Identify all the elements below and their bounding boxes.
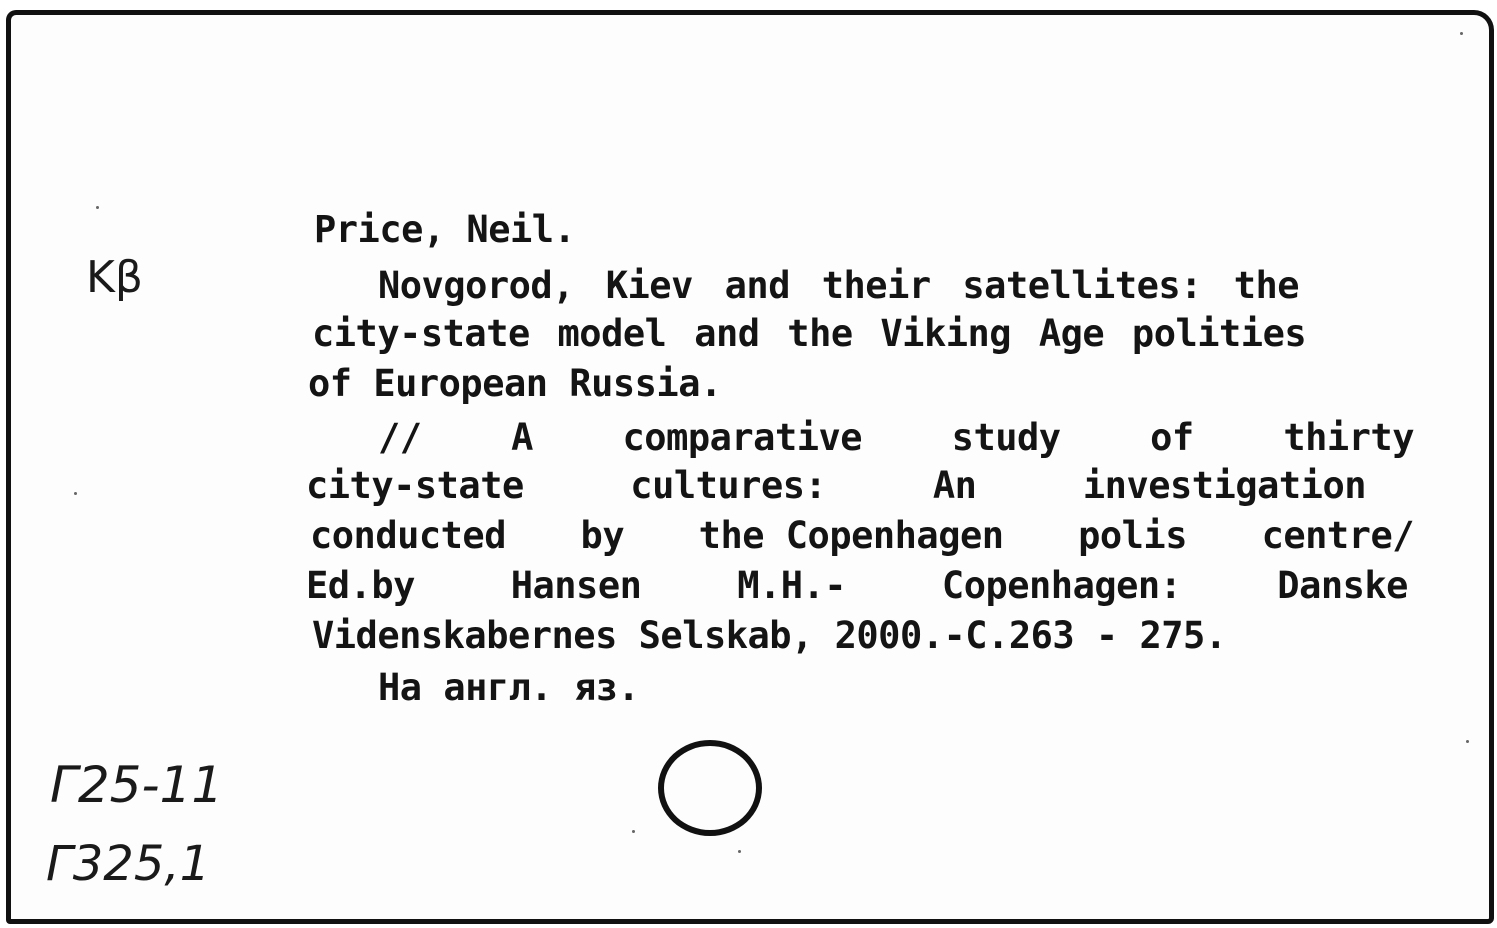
source-line-5: Videnskabernes Selskab, 2000.-C.263 - 275.: [312, 614, 1227, 657]
source-word: investigation: [1082, 464, 1366, 507]
source-word: Danske: [1277, 564, 1408, 607]
source-word: the Copenhagen: [698, 514, 1004, 557]
source-line-3: [310, 512, 1414, 560]
source-word: polis: [1078, 514, 1187, 557]
source-word: An: [932, 464, 977, 507]
source-word: Copenhagen:: [941, 564, 1182, 607]
source-line-4: [306, 562, 1408, 610]
scan-speck: [1460, 32, 1463, 35]
author-heading: Price, Neil.: [314, 208, 576, 251]
scan-speck: [74, 492, 77, 495]
source-line-2: [306, 462, 1366, 510]
source-word: conducted: [310, 514, 506, 557]
source-word: comparative: [622, 416, 863, 459]
source-word: city-state: [306, 464, 524, 507]
call-number-1: Г25-11: [50, 756, 224, 814]
source-word: study: [951, 416, 1061, 459]
source-word: cultures:: [630, 464, 827, 507]
shelf-mark: Kβ: [86, 252, 143, 303]
title-line-1: Novgorod, Kiev and their satellites: the: [378, 264, 1300, 307]
source-word: by: [580, 514, 625, 557]
scan-speck: [96, 206, 99, 209]
scan-speck: [1466, 740, 1469, 743]
source-word: Ed.by: [306, 564, 415, 607]
scan-speck: [738, 850, 741, 853]
scan-speck: [632, 830, 635, 833]
source-word: A: [511, 416, 533, 459]
source-word: centre/: [1261, 514, 1414, 557]
source-word: Hansen: [510, 564, 642, 607]
title-line-2: city-state model and the Viking Age polities: [312, 312, 1307, 355]
source-line-1: [378, 414, 1414, 462]
source-word: //: [378, 416, 422, 459]
source-word: of: [1150, 416, 1194, 459]
call-number-2: Г325,1: [46, 836, 211, 892]
language-note: На англ. яз.: [378, 666, 640, 709]
source-word: M.H.-: [737, 564, 847, 607]
title-line-3: of European Russia.: [308, 362, 722, 405]
source-word: thirty: [1283, 416, 1414, 459]
circle-stamp-icon: [658, 740, 762, 836]
